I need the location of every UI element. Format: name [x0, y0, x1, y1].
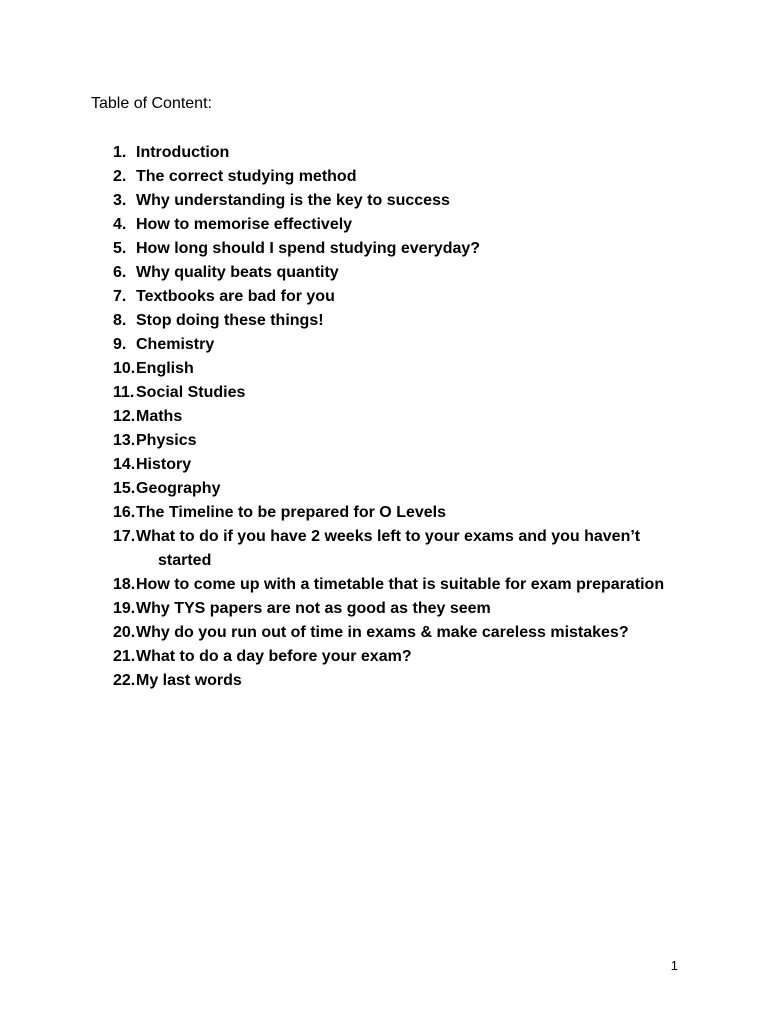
- toc-item-title: Stop doing these things!: [136, 312, 324, 329]
- toc-item-title: Geography: [136, 480, 221, 497]
- toc-item-title: Chemistry: [136, 336, 215, 353]
- toc-item-number: 16.: [113, 504, 136, 521]
- toc-item-number: 14.: [113, 456, 136, 473]
- toc-item-number: 19.: [113, 600, 136, 617]
- toc-item-number: 6.: [113, 264, 127, 281]
- toc-item-13: [113, 429, 673, 453]
- toc-item-14: [113, 453, 673, 477]
- toc-item-12: [113, 405, 673, 429]
- toc-item-2: [113, 165, 673, 189]
- toc-item-title: English: [136, 360, 194, 377]
- toc-item-4: [113, 213, 673, 237]
- toc-item-title: What to do if you have 2 weeks left to your exams and you haven’t started: [136, 528, 641, 569]
- toc-item-number: 5.: [113, 240, 127, 257]
- toc-item-title: How to memorise effectively: [136, 216, 353, 233]
- toc-item-number: 17.: [113, 528, 136, 545]
- toc-item-8: [113, 309, 673, 333]
- toc-item-number: 12.: [113, 408, 136, 425]
- toc-heading: Table of Content:: [91, 95, 212, 112]
- toc-item-number: 11.: [113, 384, 135, 401]
- toc-item-1: [113, 141, 673, 165]
- toc-item-22: [113, 669, 673, 693]
- page-number: 1: [670, 958, 678, 973]
- toc-item-21: [113, 645, 673, 669]
- toc-item-3: [113, 189, 673, 213]
- toc-item-10: [113, 357, 673, 381]
- toc-item-title: Why understanding is the key to success: [136, 192, 450, 209]
- toc-item-16: [113, 501, 673, 525]
- toc-item-9: [113, 333, 673, 357]
- toc-item-title: How long should I spend studying everyday?: [136, 240, 481, 257]
- toc-item-number: 3.: [113, 192, 127, 209]
- toc-item-15: [113, 477, 673, 501]
- toc-item-number: 1.: [113, 144, 127, 161]
- toc-item-title: Physics: [136, 432, 197, 449]
- toc-item-number: 15.: [113, 480, 136, 497]
- toc-item-number: 4.: [113, 216, 127, 233]
- toc-item-title: The Timeline to be prepared for O Levels: [136, 504, 447, 521]
- toc-item-title: What to do a day before your exam?: [136, 648, 412, 665]
- toc-item-number: 8.: [113, 312, 127, 329]
- toc-item-title: The correct studying method: [136, 168, 357, 185]
- toc-item-title: Maths: [136, 408, 183, 425]
- toc-item-title: Social Studies: [136, 384, 246, 401]
- toc-item-title: Why TYS papers are not as good as they seem: [136, 600, 491, 617]
- toc-item-title: Why do you run out of time in exams & make careless mistakes?: [136, 624, 629, 641]
- toc-item-title: Introduction: [136, 144, 230, 161]
- toc-item-title: History: [136, 456, 192, 473]
- toc-item-number: 22.: [113, 672, 136, 689]
- toc-item-5: [113, 237, 673, 261]
- toc-item-11: [113, 381, 673, 405]
- toc-item-6: [113, 261, 673, 285]
- toc-item-number: 2.: [113, 168, 127, 185]
- toc-item-title: How to come up with a timetable that is suitable for exam preparation: [136, 576, 665, 593]
- toc-item-title: My last words: [136, 672, 242, 689]
- toc-item-number: 10.: [113, 360, 136, 377]
- toc-item-number: 20.: [113, 624, 136, 641]
- toc-item-number: 7.: [113, 288, 127, 305]
- toc-list: [113, 141, 673, 693]
- toc-item-19: [113, 597, 673, 621]
- toc-item-20: [113, 621, 673, 645]
- toc-item-17: [113, 525, 673, 573]
- toc-item-number: 13.: [113, 432, 136, 449]
- toc-item-18: [113, 573, 673, 597]
- toc-item-title: Why quality beats quantity: [136, 264, 339, 281]
- toc-item-title: Textbooks are bad for you: [136, 288, 335, 305]
- toc-item-7: [113, 285, 673, 309]
- toc-item-number: 21.: [113, 648, 136, 665]
- toc-item-number: 9.: [113, 336, 127, 353]
- toc-item-number: 18.: [113, 576, 136, 593]
